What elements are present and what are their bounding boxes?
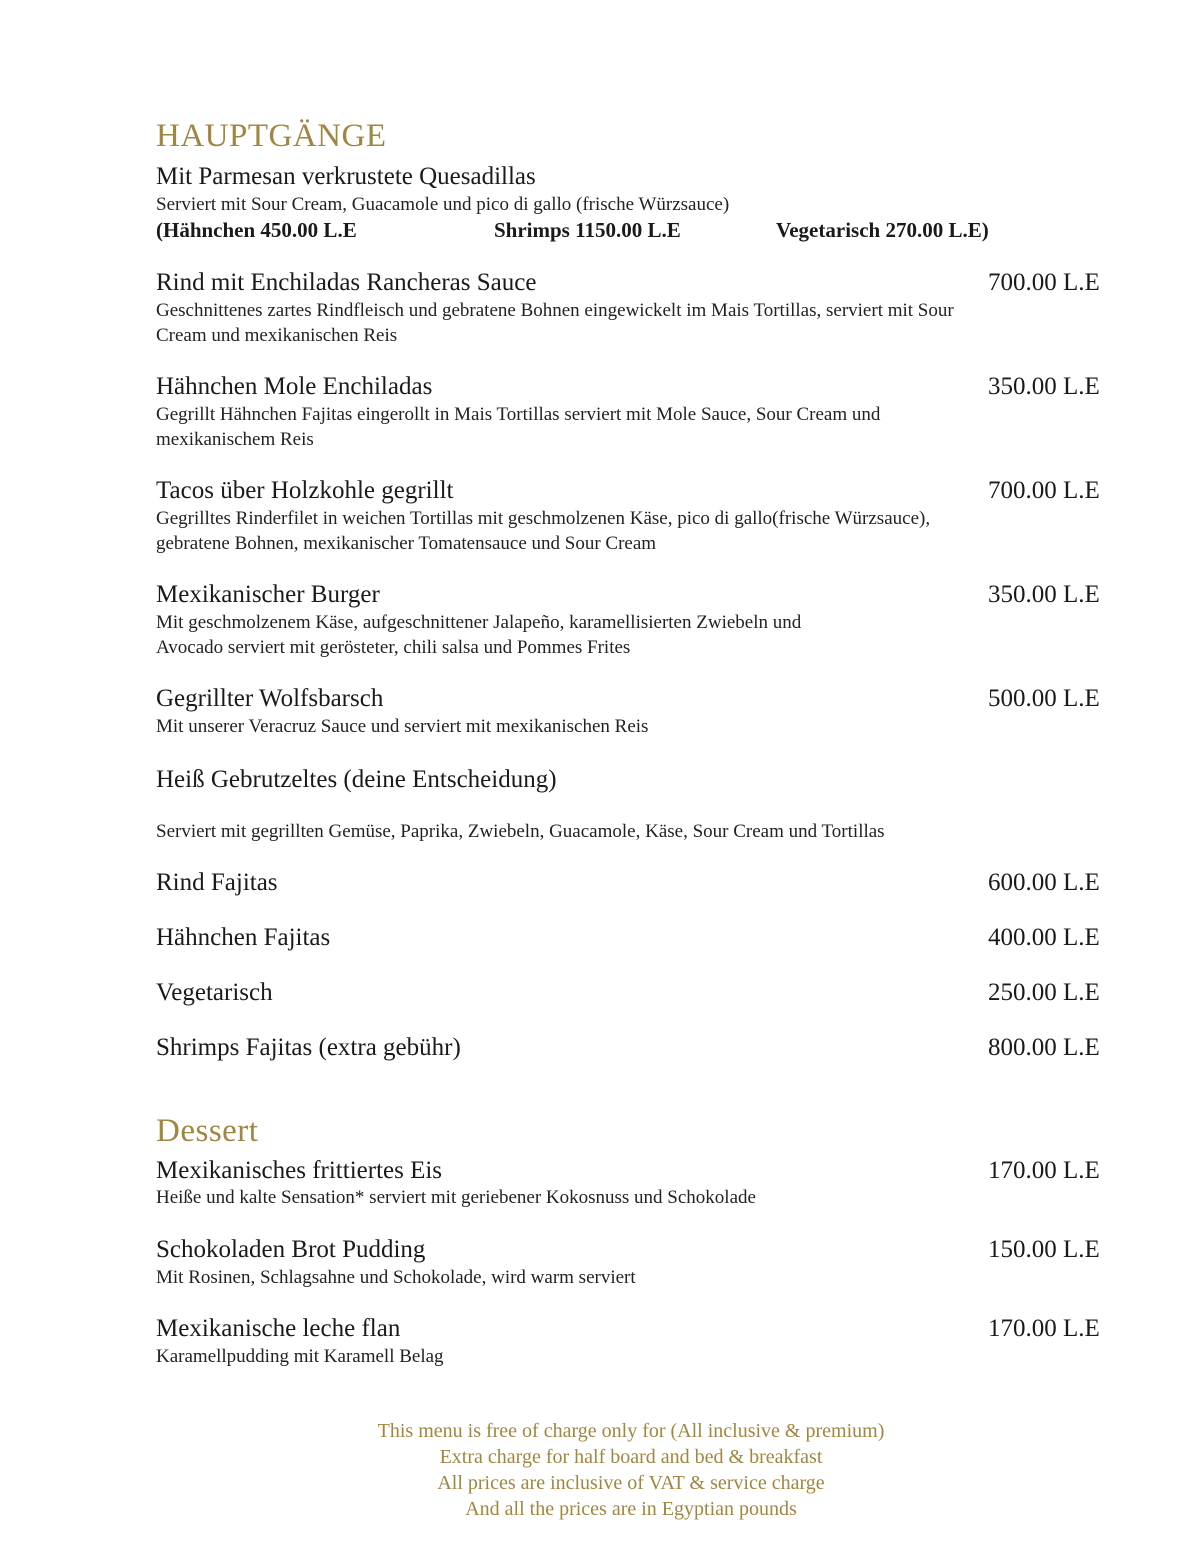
menu-item-description — [156, 402, 1096, 452]
dessert-item-price: 150.00 L.E — [988, 1236, 1100, 1263]
footer-line: This menu is free of charge only for (All inclusive & premium) — [377, 1420, 885, 1442]
sizzling-heading: Heiß Gebrutzeltes (deine Entscheidung) — [156, 766, 557, 793]
footer-line: Extra charge for half board and bed & breakfast — [439, 1446, 823, 1468]
menu-item-description — [156, 714, 1096, 739]
dessert-item-price: 170.00 L.E — [988, 1315, 1100, 1342]
menu-item-description-line: Cream und mexikanischen Reis — [156, 325, 398, 346]
fajita-item-name: Rind Fajitas — [156, 869, 278, 896]
fajita-item-name: Shrimps Fajitas (extra gebühr) — [156, 1034, 461, 1061]
quesadillas-name: Mit Parmesan verkrustete Quesadillas — [156, 163, 536, 190]
dessert-item-description: Mit Rosinen, Schlagsahne und Schokolade, wird warm serviert — [156, 1267, 636, 1288]
dessert-item-name: Mexikanische leche flan — [156, 1315, 401, 1342]
variant-vegetarian-price: Vegetarisch 270.00 L.E) — [776, 218, 989, 242]
footer-line: And all the prices are in Egyptian pounds — [465, 1498, 797, 1520]
menu-item-price: 700.00 L.E — [988, 269, 1100, 296]
main-courses-title: HAUPTGÄNGE — [156, 118, 387, 154]
menu-item-description — [156, 506, 1096, 556]
variant-shrimps-price: Shrimps 1150.00 L.E — [494, 218, 681, 242]
sizzling-description: Serviert mit gegrillten Gemüse, Paprika, Zwiebeln, Guacamole, Käse, Sour Cream und Tortillas — [156, 821, 885, 842]
dessert-item-description: Heiße und kalte Sensation* serviert mit geriebener Kokosnuss und Schokolade — [156, 1187, 756, 1208]
menu-item-description-line: Geschnittenes zartes Rindfleisch und gebratene Bohnen eingewickelt im Mais Tortillas, serviert mit Sour — [156, 300, 954, 321]
footer-notice — [156, 1418, 1106, 1522]
menu-item-description-line: Gegrillt Hähnchen Fajitas eingerollt in Mais Tortillas serviert mit Mole Sauce, Sour Cream und — [156, 404, 881, 425]
dessert-item-name: Schokoladen Brot Pudding — [156, 1236, 426, 1263]
menu-item-price: 700.00 L.E — [988, 477, 1100, 504]
dessert-title: Dessert — [156, 1113, 259, 1149]
dessert-item-description: Karamellpudding mit Karamell Belag — [156, 1346, 444, 1367]
dessert-item-price: 170.00 L.E — [988, 1157, 1100, 1184]
menu-item-description-line: gebratene Bohnen, mexikanischer Tomatensauce und Sour Cream — [156, 533, 657, 554]
menu-item-name: Mexikanischer Burger — [156, 581, 380, 608]
menu-item-name: Rind mit Enchiladas Rancheras Sauce — [156, 269, 537, 296]
dessert-item-name: Mexikanisches frittiertes Eis — [156, 1157, 443, 1184]
menu-item-price: 350.00 L.E — [988, 581, 1100, 608]
menu-item-name: Tacos über Holzkohle gegrillt — [156, 477, 454, 504]
variant-chicken-price: (Hähnchen 450.00 L.E — [156, 218, 357, 242]
menu-item-description-line: mexikanischem Reis — [156, 429, 314, 450]
menu-item-description-line: Avocado serviert mit gerösteter, chili salsa und Pommes Frites — [156, 637, 631, 658]
menu-item-price: 500.00 L.E — [988, 685, 1100, 712]
menu-item-description-line: Mit geschmolzenem Käse, aufgeschnittener Jalapeño, karamellisierten Zwiebeln und — [156, 612, 802, 633]
fajita-item-name: Vegetarisch — [156, 979, 273, 1006]
menu-item-name: Hähnchen Mole Enchiladas — [156, 373, 433, 400]
fajita-item-price: 600.00 L.E — [988, 869, 1100, 896]
menu-item-description — [156, 610, 1096, 660]
menu-item-description-line: Mit unserer Veracruz Sauce und serviert mit mexikanischen Reis — [156, 716, 649, 737]
menu-page — [156, 0, 1116, 1552]
footer-line: All prices are inclusive of VAT & service charge — [437, 1472, 825, 1494]
fajita-item-name: Hähnchen Fajitas — [156, 924, 331, 951]
menu-item-price: 350.00 L.E — [988, 373, 1100, 400]
fajita-item-price: 250.00 L.E — [988, 979, 1100, 1006]
fajita-item-price: 400.00 L.E — [988, 924, 1100, 951]
menu-item-name: Gegrillter Wolfsbarsch — [156, 685, 384, 712]
fajita-item-price: 800.00 L.E — [988, 1034, 1100, 1061]
menu-item-description — [156, 298, 1096, 348]
menu-item-description-line: Gegrilltes Rinderfilet in weichen Tortillas mit geschmolzenen Käse, pico di gallo(frische Würzsauce), — [156, 508, 931, 529]
quesadillas-description: Serviert mit Sour Cream, Guacamole und pico di gallo (frische Würzsauce) — [156, 194, 730, 215]
